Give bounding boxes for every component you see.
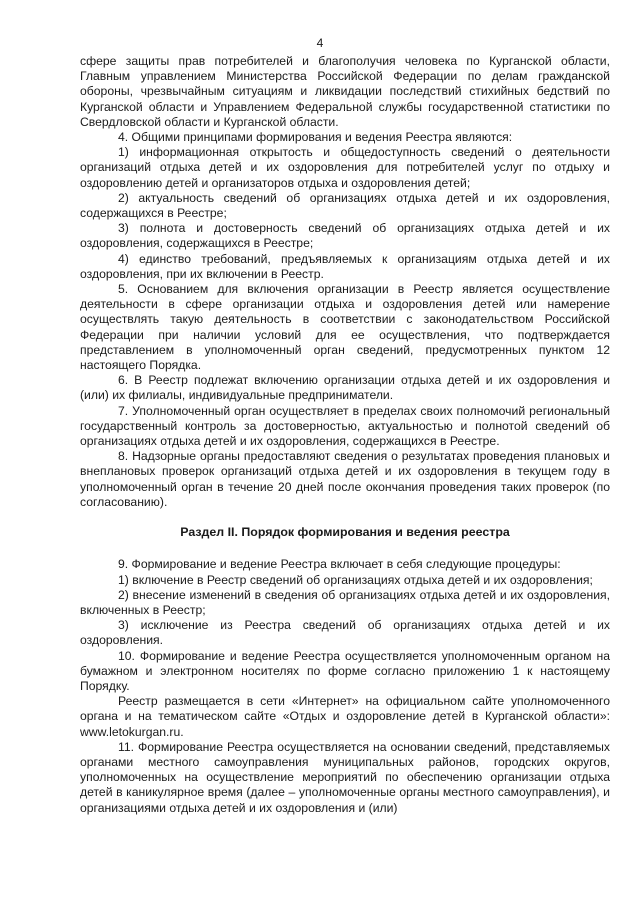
paragraph-item-8: 8. Надзорные органы предоставляют сведения о результатах проведения плановых и внеплановых проверок организаций отдыха детей и их оздоровления в текущем году в уполномоченный орган в течение 20 дней после окончания проведения таких проверок (по согласованию).	[80, 449, 610, 509]
section-heading: Раздел II. Порядок формирования и ведения реестра	[180, 525, 510, 540]
paragraph-continuation: сфере защиты прав потребителей и благополучия человека по Курганской области, Главным управлением Министерства Российской Федерации по делам гражданской обороны, чрезвычайным ситуациям и ликвидации последствий стихийных бедствий по Курганской области и Управлением Федеральной службы государственной статистики по Свердловской области и Курганской области.	[80, 54, 610, 129]
paragraph-item-9: 9. Формирование и ведение Реестра включает в себя следующие процедуры:	[118, 557, 561, 572]
paragraph-subitem-4-1: 1) информационная открытость и общедоступность сведений о деятельности организаций отдыха детей и их оздоровления для потребителей услуг по отдыху и оздоровлению детей и организаторов отдыха и оздоровления детей;	[80, 145, 610, 190]
paragraph-item-4: 4. Общими принципами формирования и ведения Реестра являются:	[118, 130, 513, 145]
paragraph-registry-website: Реестр размещается в сети «Интернет» на официальном сайте уполномоченного органа и на тематическом сайте «Отдых и оздоровление детей в Курганской области»: www.letokurgan.ru.	[80, 694, 610, 739]
paragraph-subitem-4-2: 2) актуальность сведений об организациях отдыха детей и их оздоровления, содержащихся в Реестре;	[80, 190, 610, 221]
document-body	[80, 54, 610, 816]
paragraph-item-7: 7. Уполномоченный орган осуществляет в пределах своих полномочий региональный государственный контроль за достоверностью, актуальностью и полнотой сведений об организациях отдыха детей и их оздоровления, содержащихся в Реестре.	[80, 403, 610, 449]
page-number: 4	[316, 36, 324, 50]
paragraph-subitem-9-3: 3) исключение из Реестра сведений об организациях отдыха детей и их оздоровления.	[80, 618, 610, 648]
paragraph-item-10: 10. Формирование и ведение Реестра осуществляется уполномоченным органом на бумажном и электронном носителях по форме согласно приложению 1 к настоящему Порядку.	[80, 648, 610, 693]
paragraph-item-11: 11. Формирование Реестра осуществляется на основании сведений, представляемых органами местного самоуправления муниципальных районов, городских округов, уполномоченных на осуществление мероприятий по обеспечению организации отдыха детей в каникулярное время (далее – уполномоченные органы местного самоуправления), и организациями отдыха детей и их оздоровления и (или)	[80, 739, 610, 815]
paragraph-subitem-9-1: 1) включение в Реестр сведений об организациях отдыха детей и их оздоровления;	[118, 572, 593, 587]
paragraph-item-6: 6. В Реестр подлежат включению организации отдыха детей и их оздоровления и (или) их филиалы, индивидуальные предприниматели.	[80, 373, 610, 403]
paragraph-subitem-4-4: 4) единство требований, предъявляемых к организациям отдыха детей и их оздоровления, при их включении в Реестр.	[80, 251, 610, 281]
paragraph-subitem-4-3: 3) полнота и достоверность сведений об организациях отдыха детей и их оздоровления, содержащихся в Реестре;	[80, 221, 610, 251]
paragraph-subitem-9-2: 2) внесение изменений в сведения об организациях отдыха детей и их оздоровления, включенных в Реестр;	[80, 587, 610, 617]
paragraph-item-5: 5. Основанием для включения организации в Реестр является осуществление деятельности в сфере организации отдыха и оздоровления детей или намерение осуществлять такую деятельность в соответствии с законодательством Российской Федерации при наличии условий для ее осуществления, что подтверждается представлением в уполномоченный орган сведений, предусмотренных пунктом 12 настоящего Порядка.	[80, 282, 610, 373]
